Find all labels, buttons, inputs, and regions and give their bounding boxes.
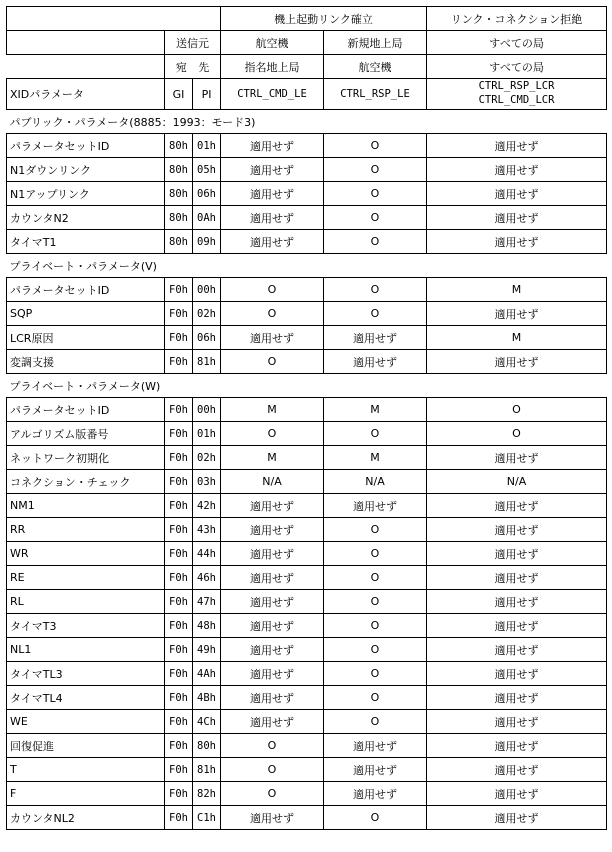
parameter-pi: 48h [193, 614, 221, 638]
xid-cmd-lcr: CTRL_CMD_LCR [478, 94, 555, 106]
link-setup-aircraft-value: M [221, 446, 324, 470]
parameter-gi: F0h [165, 326, 193, 350]
parameter-name: タイマTL4 [7, 686, 165, 710]
header-link-reject: リンク・コネクション拒絶 [427, 7, 607, 31]
link-setup-ground-value: M [324, 398, 427, 422]
link-setup-aircraft-value: M [221, 398, 324, 422]
link-setup-ground-value: M [324, 446, 427, 470]
parameter-row [7, 326, 607, 350]
parameter-gi: F0h [165, 710, 193, 734]
public-parameters-section [7, 110, 607, 134]
parameter-name: 変調支援 [7, 350, 165, 374]
parameter-gi: F0h [165, 686, 193, 710]
link-setup-aircraft-value: 適用せず [221, 686, 324, 710]
parameter-gi: F0h [165, 470, 193, 494]
xid-rsp-le: CTRL_RSP_LE [324, 79, 427, 110]
link-setup-ground-value: O [324, 158, 427, 182]
parameter-name: アルゴリズム版番号 [7, 422, 165, 446]
link-setup-aircraft-value: O [221, 302, 324, 326]
parameter-pi: 06h [193, 326, 221, 350]
link-reject-value: O [427, 422, 607, 446]
header-corner [7, 7, 221, 31]
parameter-row [7, 278, 607, 302]
link-setup-ground-value: O [324, 662, 427, 686]
link-reject-value: M [427, 278, 607, 302]
link-reject-value: 適用せず [427, 614, 607, 638]
parameter-pi: 80h [193, 734, 221, 758]
parameter-row [7, 206, 607, 230]
link-reject-value: 適用せず [427, 158, 607, 182]
header-row-sender [7, 31, 607, 55]
destination-all: すべての局 [427, 55, 607, 79]
sender-aircraft: 航空機 [221, 31, 324, 55]
xid-lcr-cell [427, 79, 607, 110]
parameter-pi: 00h [193, 398, 221, 422]
parameter-name: タイマT1 [7, 230, 165, 254]
parameter-pi: 82h [193, 782, 221, 806]
parameter-gi: 80h [165, 230, 193, 254]
xid-label: XIDパラメータ [7, 79, 165, 110]
header-row-operation [7, 7, 607, 31]
parameter-pi: C1h [193, 806, 221, 830]
parameter-gi: F0h [165, 494, 193, 518]
parameter-row [7, 542, 607, 566]
parameter-gi: F0h [165, 566, 193, 590]
parameter-row [7, 422, 607, 446]
link-setup-aircraft-value: 適用せず [221, 614, 324, 638]
parameter-pi: 01h [193, 134, 221, 158]
link-setup-aircraft-value: 適用せず [221, 710, 324, 734]
section-title: パブリック・パラメータ(8885：1993：モード3) [9, 115, 256, 129]
link-setup-aircraft-value: 適用せず [221, 494, 324, 518]
parameter-gi: F0h [165, 782, 193, 806]
parameter-row [7, 446, 607, 470]
parameter-pi: 00h [193, 278, 221, 302]
parameter-gi: F0h [165, 350, 193, 374]
parameter-gi: F0h [165, 278, 193, 302]
xid-parameter-table [6, 6, 607, 830]
parameter-gi: 80h [165, 134, 193, 158]
parameter-pi: 46h [193, 566, 221, 590]
parameter-row [7, 710, 607, 734]
link-setup-aircraft-value: 適用せず [221, 134, 324, 158]
parameter-name: NL1 [7, 638, 165, 662]
link-reject-value: 適用せず [427, 758, 607, 782]
link-reject-value: 適用せず [427, 446, 607, 470]
parameter-pi: 47h [193, 590, 221, 614]
parameter-row [7, 782, 607, 806]
parameter-name: F [7, 782, 165, 806]
section-title: プライベート・パラメータ(W) [9, 379, 161, 393]
parameter-row [7, 350, 607, 374]
parameter-row [7, 614, 607, 638]
parameter-name: NM1 [7, 494, 165, 518]
private-parameters-v-section [7, 254, 607, 278]
parameter-name: WE [7, 710, 165, 734]
parameter-gi: F0h [165, 302, 193, 326]
link-reject-value: 適用せず [427, 518, 607, 542]
link-setup-ground-value: O [324, 518, 427, 542]
parameter-row [7, 302, 607, 326]
link-setup-ground-value: O [324, 230, 427, 254]
sender-label: 送信元 [165, 31, 221, 55]
xid-cmd-le: CTRL_CMD_LE [221, 79, 324, 110]
link-reject-value: 適用せず [427, 638, 607, 662]
parameter-pi: 05h [193, 158, 221, 182]
parameter-gi: 80h [165, 206, 193, 230]
section-title: プライベート・パラメータ(V) [9, 259, 157, 273]
link-setup-ground-value: O [324, 206, 427, 230]
parameter-row [7, 134, 607, 158]
link-setup-ground-value: O [324, 566, 427, 590]
link-reject-value: 適用せず [427, 782, 607, 806]
link-reject-value: M [427, 326, 607, 350]
link-setup-ground-value: O [324, 542, 427, 566]
link-setup-aircraft-value: 適用せず [221, 638, 324, 662]
parameter-gi: F0h [165, 758, 193, 782]
destination-label [165, 55, 221, 79]
link-reject-value: 適用せず [427, 806, 607, 830]
link-setup-aircraft-value: O [221, 422, 324, 446]
parameter-pi: 06h [193, 182, 221, 206]
link-setup-aircraft-value: N/A [221, 470, 324, 494]
link-setup-aircraft-value: 適用せず [221, 518, 324, 542]
destination-ground: 指名地上局 [221, 55, 324, 79]
parameter-gi: F0h [165, 422, 193, 446]
link-setup-ground-value: 適用せず [324, 782, 427, 806]
link-reject-value: 適用せず [427, 734, 607, 758]
link-reject-value: 適用せず [427, 710, 607, 734]
link-setup-ground-value: O [324, 182, 427, 206]
link-setup-ground-value: 適用せず [324, 350, 427, 374]
link-reject-value: 適用せず [427, 182, 607, 206]
parameter-gi: F0h [165, 614, 193, 638]
parameter-gi: F0h [165, 518, 193, 542]
link-setup-aircraft-value: 適用せず [221, 566, 324, 590]
parameter-row [7, 758, 607, 782]
destination-aircraft: 航空機 [324, 55, 427, 79]
parameter-row [7, 734, 607, 758]
link-setup-ground-value: O [324, 302, 427, 326]
parameter-name: タイマTL3 [7, 662, 165, 686]
link-setup-aircraft-value: 適用せず [221, 158, 324, 182]
link-setup-aircraft-value: O [221, 734, 324, 758]
parameter-row [7, 566, 607, 590]
parameter-name: N1アップリンク [7, 182, 165, 206]
parameter-name: カウンタNL2 [7, 806, 165, 830]
link-setup-ground-value: O [324, 590, 427, 614]
link-reject-value: 適用せず [427, 686, 607, 710]
parameter-name: WR [7, 542, 165, 566]
parameter-name: T [7, 758, 165, 782]
parameter-name: RR [7, 518, 165, 542]
parameter-name: RL [7, 590, 165, 614]
parameter-name: コネクション・チェック [7, 470, 165, 494]
link-setup-ground-value: O [324, 614, 427, 638]
xid-rsp-lcr: CTRL_RSP_LCR [478, 80, 555, 92]
header-link-setup: 機上起動リンク確立 [221, 7, 427, 31]
link-setup-ground-value: O [324, 710, 427, 734]
link-setup-ground-value: 適用せず [324, 494, 427, 518]
parameter-name: パラメータセットID [7, 398, 165, 422]
parameter-gi: F0h [165, 806, 193, 830]
parameter-row [7, 686, 607, 710]
parameter-gi: F0h [165, 542, 193, 566]
parameter-row [7, 182, 607, 206]
parameter-pi: 0Ah [193, 206, 221, 230]
link-setup-aircraft-value: 適用せず [221, 230, 324, 254]
link-reject-value: 適用せず [427, 662, 607, 686]
header-row-destination [7, 55, 607, 79]
link-setup-ground-value: O [324, 638, 427, 662]
link-setup-ground-value: 適用せず [324, 734, 427, 758]
link-reject-value: 適用せず [427, 494, 607, 518]
link-setup-ground-value: N/A [324, 470, 427, 494]
link-setup-ground-value: O [324, 422, 427, 446]
parameter-pi: 4Ch [193, 710, 221, 734]
parameter-row [7, 806, 607, 830]
parameter-pi: 42h [193, 494, 221, 518]
parameter-gi: F0h [165, 590, 193, 614]
parameter-row [7, 230, 607, 254]
link-reject-value: 適用せず [427, 302, 607, 326]
header-blank [7, 31, 165, 55]
sender-all: すべての局 [427, 31, 607, 55]
parameter-gi: F0h [165, 662, 193, 686]
link-reject-value: 適用せず [427, 134, 607, 158]
parameter-pi: 02h [193, 302, 221, 326]
parameter-name: N1ダウンリンク [7, 158, 165, 182]
link-setup-ground-value: 適用せず [324, 758, 427, 782]
link-setup-ground-value: O [324, 806, 427, 830]
link-setup-ground-value: 適用せず [324, 326, 427, 350]
private-parameters-w-section [7, 374, 607, 398]
parameter-name: RE [7, 566, 165, 590]
header-row-xid [7, 79, 607, 110]
link-setup-aircraft-value: O [221, 278, 324, 302]
link-setup-aircraft-value: O [221, 758, 324, 782]
link-setup-aircraft-value: O [221, 350, 324, 374]
parameter-gi: F0h [165, 398, 193, 422]
parameter-gi: F0h [165, 638, 193, 662]
link-reject-value: 適用せず [427, 590, 607, 614]
parameter-gi: F0h [165, 734, 193, 758]
link-reject-value: N/A [427, 470, 607, 494]
parameter-name: 回復促進 [7, 734, 165, 758]
parameter-pi: 4Bh [193, 686, 221, 710]
parameter-pi: 43h [193, 518, 221, 542]
parameter-row [7, 638, 607, 662]
link-reject-value: 適用せず [427, 350, 607, 374]
link-setup-ground-value: O [324, 134, 427, 158]
parameter-pi: 02h [193, 446, 221, 470]
header-blank-2 [7, 55, 165, 79]
parameter-row [7, 158, 607, 182]
parameter-pi: 4Ah [193, 662, 221, 686]
link-setup-aircraft-value: 適用せず [221, 662, 324, 686]
parameter-name: パラメータセットID [7, 134, 165, 158]
parameter-pi: 81h [193, 758, 221, 782]
parameter-pi: 01h [193, 422, 221, 446]
link-reject-value: 適用せず [427, 566, 607, 590]
parameter-row [7, 590, 607, 614]
parameter-name: カウンタN2 [7, 206, 165, 230]
parameter-row [7, 470, 607, 494]
parameter-name: ネットワーク初期化 [7, 446, 165, 470]
sender-new-ground: 新規地上局 [324, 31, 427, 55]
link-setup-ground-value: O [324, 278, 427, 302]
parameter-gi: F0h [165, 446, 193, 470]
parameter-pi: 03h [193, 470, 221, 494]
link-reject-value: 適用せず [427, 542, 607, 566]
parameter-name: SQP [7, 302, 165, 326]
parameter-pi: 44h [193, 542, 221, 566]
link-setup-aircraft-value: 適用せず [221, 326, 324, 350]
parameter-pi: 49h [193, 638, 221, 662]
parameter-name: LCR原因 [7, 326, 165, 350]
link-setup-aircraft-value: 適用せず [221, 206, 324, 230]
parameter-gi: 80h [165, 182, 193, 206]
destination-label-2: 先 [198, 60, 210, 74]
parameter-row [7, 518, 607, 542]
link-setup-aircraft-value: 適用せず [221, 806, 324, 830]
parameter-gi: 80h [165, 158, 193, 182]
gi-label: GI [165, 79, 193, 110]
parameter-pi: 09h [193, 230, 221, 254]
parameter-row [7, 662, 607, 686]
link-reject-value: 適用せず [427, 206, 607, 230]
link-setup-ground-value: O [324, 686, 427, 710]
link-setup-aircraft-value: 適用せず [221, 590, 324, 614]
parameter-name: パラメータセットID [7, 278, 165, 302]
link-setup-aircraft-value: 適用せず [221, 542, 324, 566]
pi-label: PI [193, 79, 221, 110]
parameter-name: タイマT3 [7, 614, 165, 638]
parameter-pi: 81h [193, 350, 221, 374]
link-reject-value: O [427, 398, 607, 422]
link-setup-aircraft-value: 適用せず [221, 182, 324, 206]
destination-label-1: 宛 [175, 60, 187, 74]
link-setup-aircraft-value: O [221, 782, 324, 806]
parameter-row [7, 398, 607, 422]
link-reject-value: 適用せず [427, 230, 607, 254]
parameter-row [7, 494, 607, 518]
